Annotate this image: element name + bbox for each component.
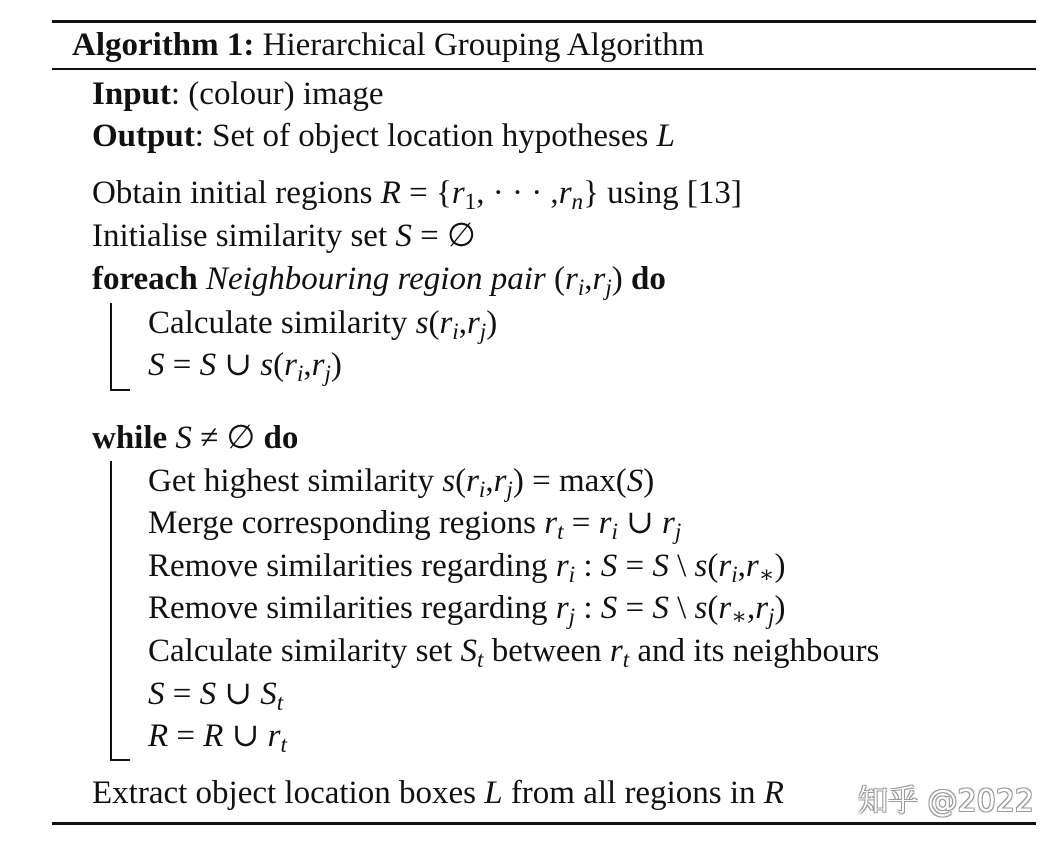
while-block-bar	[110, 461, 112, 761]
algorithm-name: Hierarchical Grouping Algorithm	[262, 27, 705, 63]
input-text: : (colour) image	[170, 76, 384, 112]
step-obtain: Obtain initial regions $R = \{r_1$, · · · $,r_n$} using [13]	[92, 175, 742, 214]
step-remove-j: Remove similarities regarding $r_j$ : S = S \ $s(r_∗,r_j)$	[148, 590, 786, 629]
watermark: 知乎 @2022	[858, 784, 1034, 819]
foreach-block-bar	[110, 303, 112, 391]
output-line: Output: Set of object location hypotheses L	[92, 118, 675, 154]
step-foreach: foreach Neighbouring region pair $(r_i,r_j)$ do	[92, 261, 666, 300]
step-initialise: Initialise similarity set S = ∅	[92, 218, 476, 254]
step-merge: Merge corresponding regions $r_t = r_i$ ∪ $r_j$	[148, 505, 682, 544]
step-while: while S ≠ ∅ do	[92, 420, 299, 456]
step-union-set: S = S ∪ $S_t$	[148, 676, 284, 715]
while-block-foot	[110, 759, 130, 761]
title-rule	[52, 68, 1036, 70]
bottom-rule	[52, 822, 1036, 825]
output-text: : Set of object location hypotheses	[194, 118, 657, 154]
step-remove-i: Remove similarities regarding $r_i$ : S = S \ $s(r_i,r_∗)$	[148, 548, 786, 587]
step-extract: Extract object location boxes L from all regions in R	[92, 775, 784, 811]
output-label: Output	[92, 118, 195, 154]
step-calc-similarity: Calculate similarity $s(r_i,r_j)$	[148, 305, 498, 344]
top-rule	[52, 20, 1036, 23]
algorithm-label: Algorithm 1:	[72, 27, 255, 63]
step-union-similarity: S = S ∪ $s(r_i,r_j)$	[148, 347, 342, 386]
step-get-highest: Get highest similarity $s(r_i,r_j) = \max(S)$	[148, 463, 655, 502]
algorithm-title	[72, 25, 704, 65]
input-label: Input	[92, 76, 171, 112]
step-calc-set: Calculate similarity set $S_t$ between $r_t$ and its neighbours	[148, 633, 880, 672]
step-union-region: R = R ∪ $r_t$	[148, 718, 287, 757]
foreach-block-foot	[110, 389, 130, 391]
input-line	[92, 74, 383, 114]
